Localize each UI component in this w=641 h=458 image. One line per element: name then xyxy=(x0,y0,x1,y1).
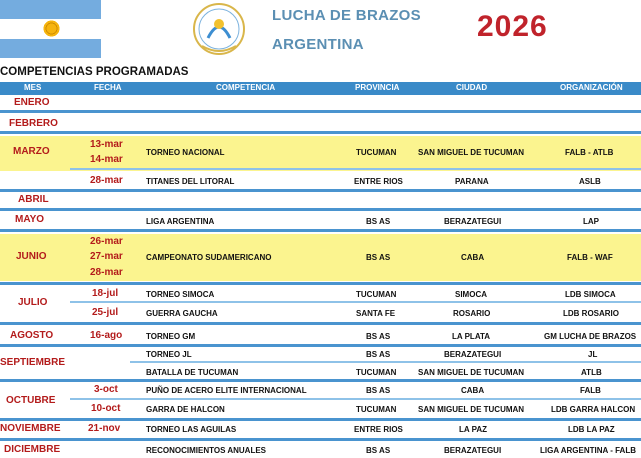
organization: LAP xyxy=(583,217,599,226)
year-label: 2026 xyxy=(477,10,548,43)
separator xyxy=(0,229,641,232)
month-abril: ABRIL xyxy=(18,194,49,205)
organization: LDB ROSARIO xyxy=(563,309,619,318)
separator xyxy=(0,131,641,134)
month-junio: JUNIO xyxy=(16,251,47,262)
month-febrero: FEBRERO xyxy=(9,118,58,129)
date: 10-oct xyxy=(91,403,121,414)
date: 28-mar xyxy=(90,175,123,186)
province: BS AS xyxy=(366,217,391,226)
city: BERAZATEGUI xyxy=(444,350,502,359)
competition-name: TORNEO NACIONAL xyxy=(146,148,225,157)
separator xyxy=(0,189,641,192)
competition-name: RECONOCIMIENTOS ANUALES xyxy=(146,446,267,455)
date: 28-mar xyxy=(90,267,123,278)
competition-name: TORNEO GM xyxy=(146,332,196,341)
date: 14-mar xyxy=(90,154,123,165)
col-organizacion: ORGANIZACIÓN xyxy=(560,83,623,92)
month-enero: ENERO xyxy=(14,97,50,108)
province: ENTRE RIOS xyxy=(354,425,403,434)
province: TUCUMAN xyxy=(356,405,397,414)
organization: LDB LA PAZ xyxy=(568,425,615,434)
separator xyxy=(70,398,641,400)
competition-name: CAMPEONATO SUDAMERICANO xyxy=(146,253,272,262)
section-title: COMPETENCIAS PROGRAMADAS xyxy=(0,66,189,78)
organization: JL xyxy=(588,350,598,359)
separator xyxy=(0,379,641,382)
month-noviembre: NOVIEMBRE xyxy=(0,423,61,434)
competition-name: TORNEO JL xyxy=(146,350,192,359)
province: TUCUMAN xyxy=(356,290,397,299)
date: 25-jul xyxy=(92,307,119,318)
month-marzo: MARZO xyxy=(13,146,50,157)
organization: ATLB xyxy=(581,368,602,377)
separator xyxy=(0,208,641,211)
date: 26-mar xyxy=(90,236,123,247)
city: LA PAZ xyxy=(459,425,487,434)
organization: LDB SIMOCA xyxy=(565,290,616,299)
col-ciudad: CIUDAD xyxy=(456,83,488,92)
province: BS AS xyxy=(366,446,391,455)
city: SAN MIGUEL DE TUCUMAN xyxy=(418,368,525,377)
competition-name: BATALLA DE TUCUMAN xyxy=(146,368,239,377)
separator xyxy=(70,168,641,170)
month-septiembre: SEPTIEMBRE xyxy=(0,357,66,368)
separator xyxy=(0,282,641,285)
separator xyxy=(0,344,641,347)
organization: FALB - WAF xyxy=(567,253,613,262)
organization: FALB - ATLB xyxy=(565,148,614,157)
col-fecha: FECHA xyxy=(94,83,122,92)
argentina-flag-icon xyxy=(0,0,101,58)
competition-name: GUERRA GAUCHA xyxy=(146,309,218,318)
separator xyxy=(0,418,641,421)
separator xyxy=(130,361,641,363)
separator xyxy=(70,301,641,303)
competition-name: TORNEO SIMOCA xyxy=(146,290,215,299)
federation-logo-icon xyxy=(188,2,250,58)
date: 21-nov xyxy=(88,423,121,434)
city: PARANA xyxy=(455,177,489,186)
col-mes: MES xyxy=(24,83,42,92)
month-octubre: OCTUBRE xyxy=(6,395,56,406)
city: BERAZATEGUI xyxy=(444,217,502,226)
separator xyxy=(0,322,641,325)
city: LA PLATA xyxy=(452,332,491,341)
organization: ASLB xyxy=(579,177,601,186)
province: SANTA FE xyxy=(356,309,396,318)
city: CABA xyxy=(461,386,485,395)
province: BS AS xyxy=(366,253,391,262)
month-agosto: AGOSTO xyxy=(10,330,54,341)
date: 27-mar xyxy=(90,251,123,262)
province: BS AS xyxy=(366,350,391,359)
month-diciembre: DICIEMBRE xyxy=(4,444,61,455)
month-mayo: MAYO xyxy=(15,214,45,225)
col-provincia: PROVINCIA xyxy=(355,83,400,92)
city: BERAZATEGUI xyxy=(444,446,502,455)
date: 18-jul xyxy=(92,288,119,299)
title-line1: LUCHA DE BRAZOS xyxy=(272,7,421,24)
city: SAN MIGUEL DE TUCUMAN xyxy=(418,405,525,414)
city: SAN MIGUEL DE TUCUMAN xyxy=(418,148,525,157)
separator xyxy=(0,110,641,113)
competition-name: TORNEO LAS AGUILAS xyxy=(146,425,237,434)
col-competencia: COMPETENCIA xyxy=(216,83,276,92)
organization: FALB xyxy=(580,386,601,395)
organization: GM LUCHA DE BRAZOS xyxy=(544,332,637,341)
date: 3-oct xyxy=(94,384,118,395)
province: ENTRE RIOS xyxy=(354,177,403,186)
competition-name: LIGA ARGENTINA xyxy=(146,217,215,226)
title-line2: ARGENTINA xyxy=(272,36,364,53)
month-julio: JULIO xyxy=(18,297,48,308)
competition-name: PUÑO DE ACERO ELITE INTERNACIONAL xyxy=(146,386,307,395)
province: TUCUMAN xyxy=(356,148,397,157)
competition-name: GARRA DE HALCON xyxy=(146,405,225,414)
city: SIMOCA xyxy=(455,290,487,299)
separator xyxy=(0,438,641,441)
city: CABA xyxy=(461,253,485,262)
province: BS AS xyxy=(366,386,391,395)
competition-name: TITANES DEL LITORAL xyxy=(146,177,235,186)
organization: LIGA ARGENTINA - FALB xyxy=(540,446,636,455)
city: ROSARIO xyxy=(453,309,491,318)
table-header xyxy=(0,82,641,95)
province: TUCUMAN xyxy=(356,368,397,377)
date: 16-ago xyxy=(90,330,123,341)
province: BS AS xyxy=(366,332,391,341)
organization: LDB GARRA HALCON xyxy=(551,405,636,414)
date: 13-mar xyxy=(90,139,123,150)
